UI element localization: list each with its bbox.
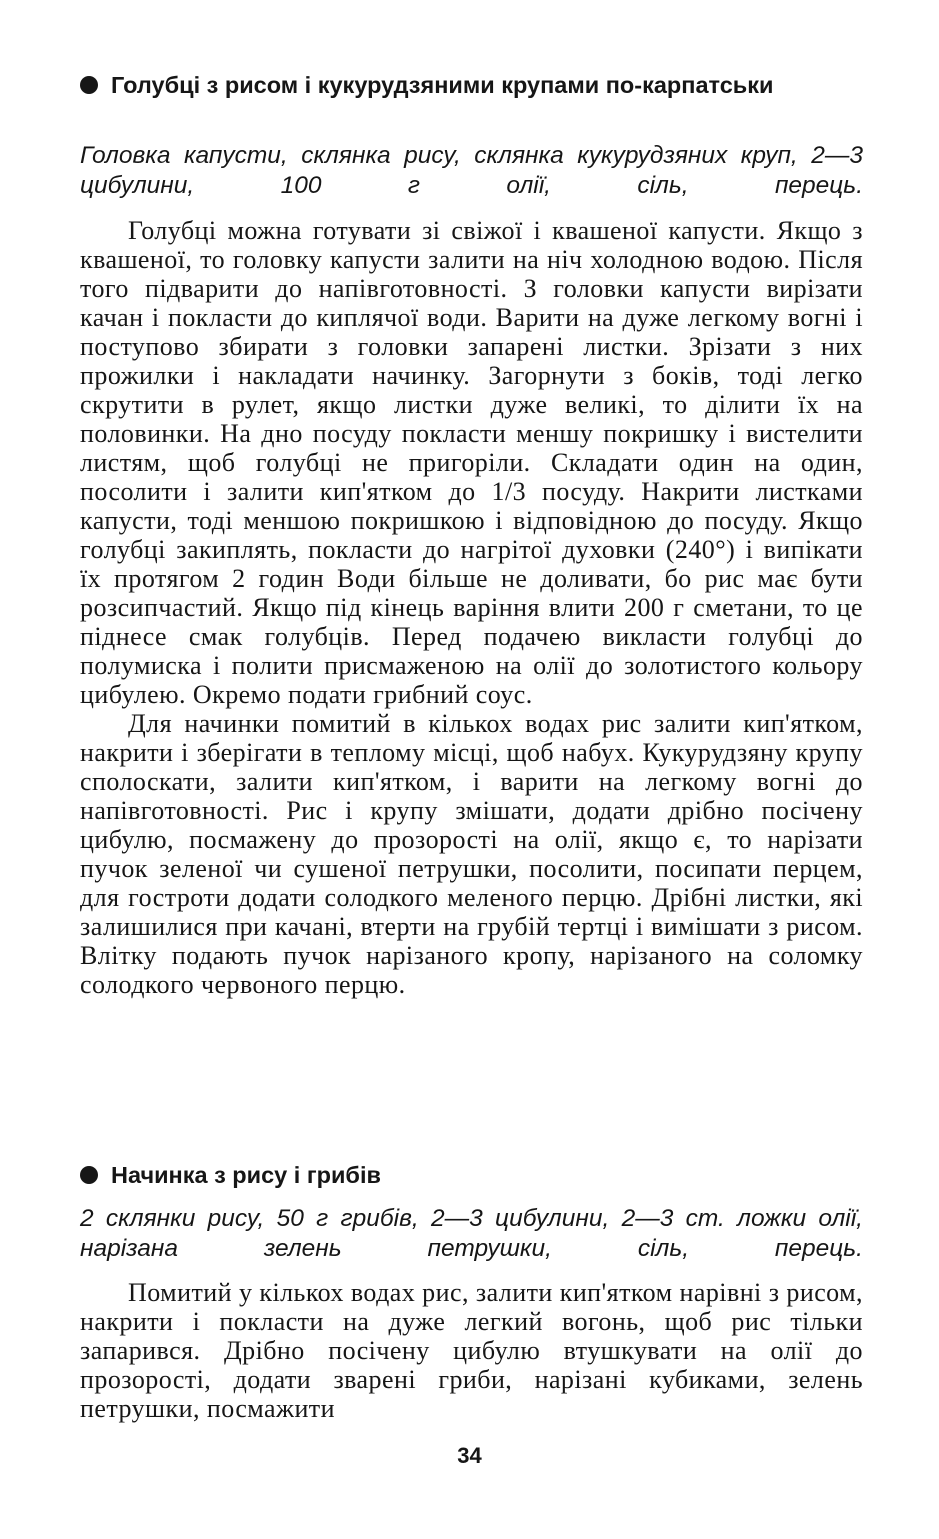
- recipe-1-title: [80, 70, 863, 101]
- recipe-1-title-text: Голубці з рисом і кукурудзяними крупами по-карпатськи: [111, 72, 774, 98]
- recipe-2-body: [80, 1278, 863, 1423]
- recipe-2-title: [80, 1160, 863, 1191]
- recipe-2-title-text: Начинка з рису і грибів: [111, 1162, 381, 1188]
- bullet-icon: [80, 76, 98, 94]
- recipe-1-ingredients: Головка капусти, склянка рису, склянка кукурудзяних круп, 2—3 цибулини, 100 г олії, сіль, перець.: [80, 142, 863, 199]
- recipe-1-paragraph: Для начинки помитий в кількох водах рис залити кип'ятком, накрити і зберігати в теплому місці, щоб набух. Кукурудзяну крупу сполоскати, залити кип'ятком, і варити на легкому вогні до напівготовності. Рис і крупу змішати, додати дрібно посічену цибулю, посмажену до прозорості на олії, якщо є, то нарізати пучок зеленої чи сушеної петрушки, посолити, посипати перцем, для гостроти додати солодкого меленого перцю. Дрібні листки, які залишилися при качані, втерти на грубій тертці і вимішати з рисом. Влітку подають пучок нарізаного кропу, нарізаного на соломку солодкого червоного перцю.: [80, 709, 863, 999]
- recipe-2-ingredients: 2 склянки рису, 50 г грибів, 2—3 цибулини, 2—3 ст. ложки олії, нарізана зелень петрушки, сіль, перець.: [80, 1205, 863, 1262]
- recipe-1-body: [80, 216, 863, 999]
- recipe-2-paragraph: Помитий у кількох водах рис, залити кип'ятком нарівні з рисом, накрити і покласти на дуже легкий вогонь, щоб рис тільки запарився. Дрібно посічену цибулю втушкувати на олії до прозорості, додати зварені гриби, нарізані кубиками, зелень петрушки, посмажити: [80, 1278, 863, 1423]
- page-number: 34: [457, 1443, 482, 1468]
- recipe-1-paragraph: Голубці можна готувати зі свіжої і квашеної капусти. Якщо з квашеної, то головку капусти залити на ніч холодною водою. Після того підварити до напівготовності. З головки капусти вирізати качан і покласти до киплячої води. Варити на дуже легкому вогні і поступово збирати з головки запарені листки. Зрізати з них прожилки і накладати начинку. Загорнути з боків, тоді легко скрутити в рулет, якщо листки дуже великі, то ділити їх на половинки. На дно посуду покласти меншу покришку і вистелити листям, щоб голубці не пригоріли. Складати один на один, посолити і залити кип'ятком до 1/3 посуду. Накрити листками капусти, тоді меншою покришкою і відповідною до посуду. Якщо голубці закиплять, покласти до нагрітої духовки (240°) і випікати їх протягом 2 годин Води більше не доливати, бо рис має бути розсипчастий. Якщо під кінець варіння влити 200 г сметани, то це піднесе смак голубців. Перед подачею викласти голубці до полумиска і полити присмаженою на олії до золотистого кольору цибулею. Окремо подати грибний соус.: [80, 216, 863, 709]
- bullet-icon: [80, 1166, 98, 1184]
